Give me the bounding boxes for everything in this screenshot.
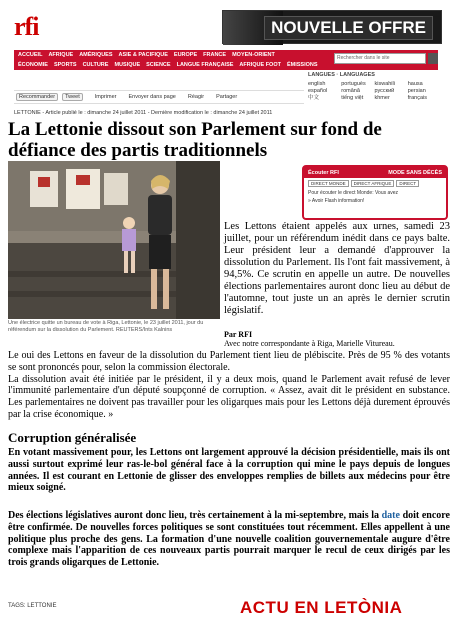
language-link-10[interactable]: khmer [374, 95, 390, 101]
article-tags[interactable]: TAGS: LETTONIE [8, 603, 57, 609]
nav-item-2[interactable]: AMÉRIQUES [79, 52, 113, 58]
language-link-8[interactable]: 中文 [308, 95, 320, 101]
language-list [308, 81, 438, 102]
player-tab-0[interactable]: DIRECT MONDE [308, 180, 349, 187]
promo-banner[interactable] [222, 10, 442, 44]
language-link-5[interactable]: română [341, 88, 360, 94]
player-bar [304, 167, 446, 178]
rfi-logo[interactable]: rfi [14, 12, 39, 41]
language-link-4[interactable]: español [308, 88, 328, 94]
player-tabs [304, 178, 446, 189]
article-title: La Lettonie dissout son Parlement sur fond de défiance des partis traditionnels [8, 119, 382, 161]
banner-text: NOUVELLE OFFRE [264, 16, 433, 40]
language-link-6[interactable]: русский [374, 88, 395, 94]
byline-author[interactable]: Par RFI [224, 330, 253, 339]
recommend-button[interactable]: Recommander [16, 93, 58, 101]
nav-item-5[interactable]: FRANCE [203, 52, 227, 58]
radio-player [302, 165, 448, 220]
nav-item-secondary-1[interactable]: SPORTS [53, 62, 77, 68]
nav-item-secondary-3[interactable]: MUSIQUE [114, 62, 141, 68]
paragraph-1: Le oui des Lettons en faveur de la dissolution du Parlement tient lieu de plébiscite. Près de 95 % des votants se sont prononcés pour, selon la commission électorale. [8, 350, 450, 373]
share-link[interactable]: Partager [216, 94, 238, 100]
nav-item-3[interactable]: ASIE & PACIFIQUE [118, 52, 168, 58]
paragraph-2: La dissolution avait été initiée par le président, il y a deux mois, quand le Parlement avait refusé de lever l'immunité parlementaire d'un député soupçonné de corruption. « Assez, avait dit le président en substance. Les parlementaires ne doivent pas travailler pour les oligarques mais pour les Lettons déjà durement éprouvés par la crise économique. » [8, 373, 450, 420]
overlay-stamp: ACTU EN LETÒNIA [240, 598, 403, 617]
tweet-button[interactable]: Tweet [62, 93, 83, 101]
player-line-2[interactable]: » Avoir Flash information! [308, 198, 365, 204]
article-subheading: Corruption généralisée [8, 430, 137, 445]
article-photo [8, 161, 220, 319]
player-mode[interactable]: MODE SANS DÉCÈS [388, 169, 442, 176]
language-link-0[interactable]: english [308, 81, 326, 87]
nav-item-secondary-5[interactable]: LANGUE FRANÇAISE [176, 62, 234, 68]
player-title[interactable]: Écouter RFI [308, 169, 339, 176]
paragraph-4-start: Des élections législatives auront donc lieu, très certainement à la mi-septembre, mais la [8, 510, 382, 521]
nav-item-secondary-6[interactable]: AFRIQUE FOOT [239, 62, 281, 68]
player-tab-2[interactable]: DIRECT [396, 180, 419, 187]
nav-item-secondary-7[interactable]: ÉMISSIONS [286, 62, 318, 68]
article-meta: LETTONIE - Article publié le : dimanche 24 juillet 2011 - Dernière modification le : dimanche 24 juillet 2011 [14, 110, 273, 116]
nav-item-1[interactable]: AFRIQUE [48, 52, 74, 58]
nav-item-secondary-0[interactable]: ÉCONOMIE [18, 62, 48, 68]
photo-illustration [8, 161, 220, 319]
send-link[interactable]: Envoyer dans page [128, 94, 176, 100]
paragraph-3: En votant massivement pour, les Lettons ont largement approuvé la décision présidentielle, mais ils ont aussi surtout exprimé leur ras-le-bol général face à la corruption qui mine le pays depuis de longues années. Il est courant en Lettonie de glisser des enveloppes remplies de billets aux médecins pour être mieux soigné. [8, 447, 450, 494]
nav-item-secondary-2[interactable]: CULTURE [82, 62, 109, 68]
language-link-1[interactable]: portuguès [341, 81, 366, 87]
language-link-9[interactable]: tiếng việt [341, 95, 364, 101]
social-toolbar [14, 90, 304, 104]
language-link-7[interactable]: persian [407, 88, 426, 94]
article-body-1 [8, 350, 450, 421]
nav-item-secondary-4[interactable]: SCIENCE [146, 62, 171, 68]
paragraph-4 [8, 510, 450, 569]
react-link[interactable]: Réagir [187, 94, 205, 100]
article-intro: Les Lettons étaient appelés aux urnes, samedi 23 juillet, pour un référendum inédit dans ce pays balte. Leur président leur a demandé d'approuver la dissolution du Parlement. Ils l'ont fait massivement, à 94,5%. Ce scrutin en appelle un autre. De nouvelles élections parlementaires auront donc lieu au début de l'automne, tout juste un an après le dernier scrutin législatif. [224, 221, 450, 316]
language-link-2[interactable]: kiswahili [374, 81, 395, 87]
byline-text: Avec notre correspondante à Riga, Marielle Vitureau. [224, 339, 395, 348]
nav-item-6[interactable]: MOYEN-ORIENT [232, 52, 275, 58]
print-link[interactable]: Imprimer [94, 94, 117, 100]
language-link-3[interactable]: hausa [407, 81, 423, 87]
search-button[interactable] [428, 53, 438, 64]
player-tab-1[interactable]: DIRECT AFRIQUE [351, 180, 395, 187]
nav-item-4[interactable]: EUROPE [173, 52, 198, 58]
paragraph-4-end: doit encore être confirmée. De nouvelles forces politiques se sont constituées tout récemment. Elles appellent à une politique plus proche des gens. La formation d'une nouvelle coalition gouvernementale augure d'être complexe mais l'apparition de ces nouveaux partis pourrait marquer le recul de ceux dirigés par les trois grands oligarques de Lettonie. [8, 510, 450, 569]
search-input[interactable]: Rechercher dans le site [334, 53, 426, 64]
language-link-11[interactable]: français [407, 95, 428, 101]
language-label: LANGUES · LANGUAGES [308, 72, 375, 78]
language-panel [308, 72, 438, 110]
article-byline [224, 330, 450, 348]
date-link[interactable]: date [381, 510, 400, 521]
player-line-1: Pour écouter le direct Monde: Vous avez [308, 190, 399, 196]
nav-item-0[interactable]: ACCUEIL [18, 52, 43, 58]
photo-caption: Une électrice quitte un bureau de vote à Riga, Lettonie, le 23 juillet 2011, jour du référendum sur la dissolution du Parlement. REUTERS/Ints Kalnins [8, 320, 204, 333]
